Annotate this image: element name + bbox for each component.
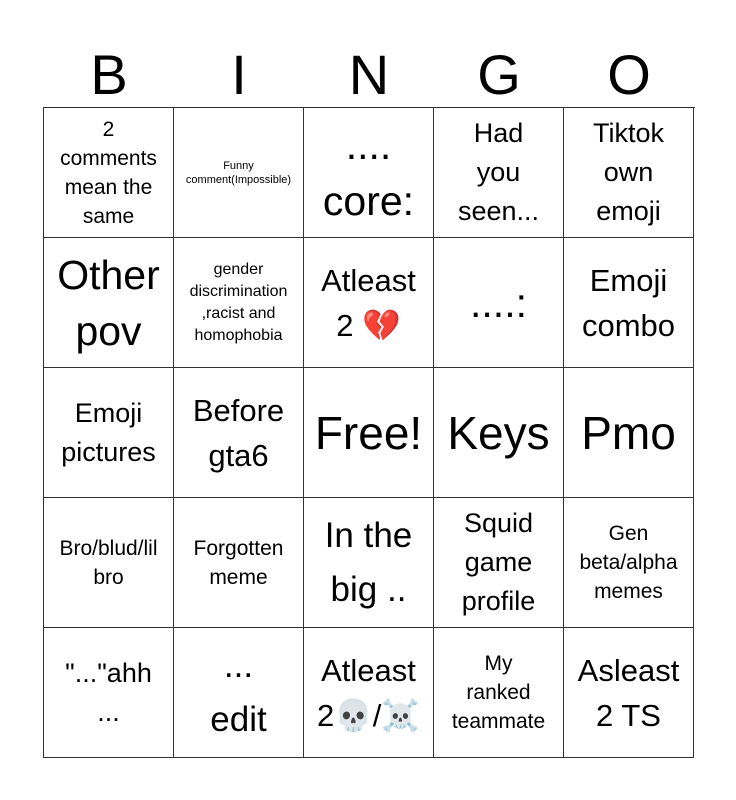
cell-text: "..."ahh ... xyxy=(65,657,152,727)
cell-text: gender discrimination ,racist and homophobia xyxy=(189,260,288,344)
bingo-cell[interactable] xyxy=(564,368,694,498)
bingo-cell[interactable] xyxy=(174,628,304,758)
bingo-cell[interactable] xyxy=(174,238,304,368)
bingo-cell[interactable] xyxy=(564,628,694,758)
bingo-cell[interactable] xyxy=(564,108,694,238)
header-letter-i: I xyxy=(231,43,247,106)
cell-text: Had you seen... xyxy=(457,118,540,226)
cell-text: Squid game profile xyxy=(461,508,536,616)
cell-text: ....: xyxy=(470,279,527,326)
header-letter-o: O xyxy=(607,43,651,106)
cell-text: ... edit xyxy=(210,645,267,739)
cell-text: Atleast 2 💔 xyxy=(321,262,416,343)
bingo-cell[interactable] xyxy=(434,108,564,238)
bingo-cell[interactable] xyxy=(44,628,174,758)
cell-text: Atleast 2💀/☠️ xyxy=(316,652,421,733)
cell-text: Gen beta/alpha memes xyxy=(579,522,678,603)
bingo-cell[interactable] xyxy=(304,628,434,758)
bingo-cell[interactable] xyxy=(434,628,564,758)
bingo-card-grid xyxy=(43,107,695,758)
bingo-cell[interactable] xyxy=(174,108,304,238)
header-letter-g: G xyxy=(477,43,521,106)
header-letter-n: N xyxy=(348,43,390,106)
cell-text: Keys xyxy=(447,406,550,459)
cell-text: Before gta6 xyxy=(192,392,285,473)
cell-text: Asleast 2 TS xyxy=(577,652,680,733)
bingo-cell[interactable] xyxy=(304,238,434,368)
cell-text: Tiktok own emoji xyxy=(592,118,664,226)
bingo-cell[interactable] xyxy=(434,238,564,368)
bingo-cell[interactable] xyxy=(44,368,174,498)
bingo-cell[interactable] xyxy=(44,498,174,628)
bingo-cell-free[interactable] xyxy=(304,368,434,498)
header-letter-b: B xyxy=(90,43,128,106)
bingo-cell[interactable] xyxy=(304,108,434,238)
bingo-cell[interactable] xyxy=(564,238,694,368)
bingo-cell[interactable] xyxy=(304,498,434,628)
cell-text: Free! xyxy=(314,406,423,459)
bingo-cell[interactable] xyxy=(434,498,564,628)
bingo-cell[interactable] xyxy=(44,108,174,238)
bingo-cell[interactable] xyxy=(174,368,304,498)
bingo-cell[interactable] xyxy=(44,238,174,368)
bingo-cell[interactable] xyxy=(174,498,304,628)
cell-text: Funny comment(Impossible) xyxy=(185,159,292,186)
bingo-cell[interactable] xyxy=(564,498,694,628)
cell-text: .... core: xyxy=(322,121,415,224)
cell-text: Emoji combo xyxy=(581,262,676,343)
bingo-cell[interactable] xyxy=(434,368,564,498)
cell-text: 2 comments mean the same xyxy=(60,117,157,228)
cell-text: Other pov xyxy=(57,251,160,354)
cell-text: In the big .. xyxy=(324,515,413,609)
cell-text: Forgotten meme xyxy=(193,536,284,589)
cell-text: Emoji pictures xyxy=(61,397,156,467)
cell-text: My ranked teammate xyxy=(451,652,546,733)
cell-text: Pmo xyxy=(581,406,676,459)
bingo-header xyxy=(44,40,694,110)
cell-text: Bro/blud/lil bro xyxy=(59,536,158,589)
